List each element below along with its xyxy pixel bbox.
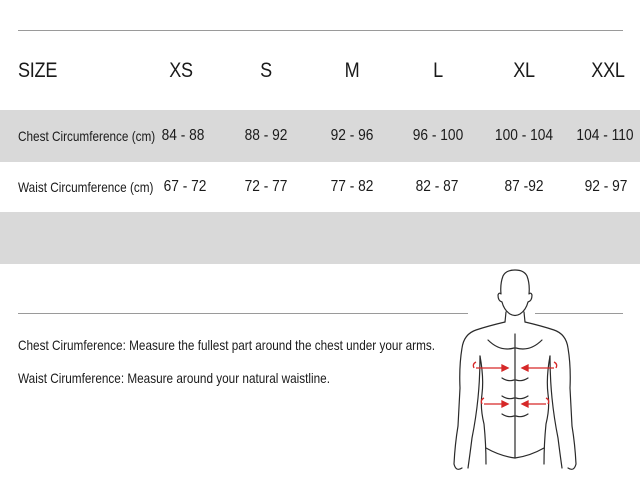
size-header-label: SIZE bbox=[18, 59, 58, 82]
size-header-xxl: XXL bbox=[591, 59, 625, 82]
chest-value-xl: 100 - 104 bbox=[494, 127, 554, 144]
size-header-xl: XL bbox=[513, 59, 535, 82]
waist-value-xl: 87 -92 bbox=[504, 178, 544, 195]
waist-row-label: Waist Circumference (cm) bbox=[18, 179, 154, 195]
chest-measure-note: Chest Cirumference: Measure the fullest part around the chest under your arms. bbox=[18, 337, 436, 353]
waist-value-s: 72 - 77 bbox=[244, 178, 288, 195]
chest-value-l: 96 - 100 bbox=[412, 127, 464, 144]
notes-divider-left bbox=[18, 313, 468, 314]
waist-value-l: 82 - 87 bbox=[415, 178, 459, 195]
waist-value-xs: 67 - 72 bbox=[163, 178, 207, 195]
size-header-l: L bbox=[433, 59, 443, 82]
size-header-row bbox=[0, 48, 640, 94]
waist-measure-note: Waist Cirumference: Measure around your natural waistline. bbox=[18, 370, 330, 386]
body-measurement-figure bbox=[440, 268, 590, 483]
torso-outline-icon bbox=[440, 268, 590, 478]
waist-value-m: 77 - 82 bbox=[330, 178, 374, 195]
chest-value-m: 92 - 96 bbox=[330, 127, 374, 144]
chest-value-xs: 84 - 88 bbox=[161, 127, 205, 144]
size-header-xs: XS bbox=[169, 59, 193, 82]
chest-value-xxl: 104 - 110 bbox=[576, 127, 634, 144]
size-header-m: M bbox=[344, 59, 360, 82]
size-header-s: S bbox=[260, 59, 272, 82]
waist-row bbox=[0, 162, 640, 212]
empty-shaded-band bbox=[0, 212, 640, 264]
chest-value-s: 88 - 92 bbox=[244, 127, 288, 144]
top-divider bbox=[18, 30, 623, 31]
chest-row-label: Chest Circumference (cm) bbox=[18, 128, 156, 144]
waist-value-xxl: 92 - 97 bbox=[584, 178, 628, 195]
chest-row bbox=[0, 110, 640, 162]
